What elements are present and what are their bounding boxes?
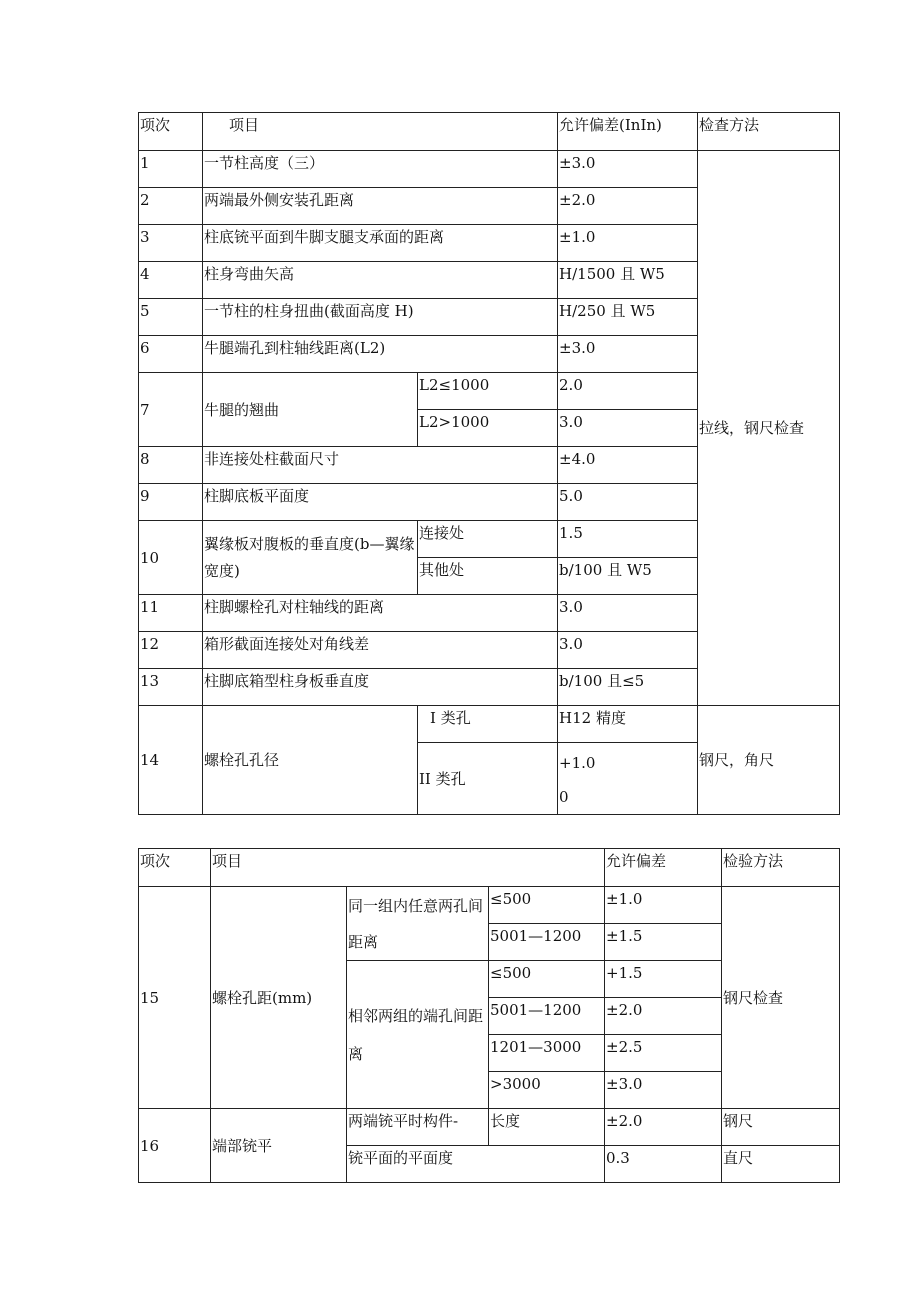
row-no: 12 [139,632,203,669]
header-tolerance: 允许偏差 [605,849,722,887]
tolerance: ±2.0 [605,1109,722,1146]
row-subitem: 其他处 [418,558,558,595]
row-tolerance: 5.0 [558,484,698,521]
range: 5001—1200 [489,998,605,1035]
row-tolerance: ±3.0 [558,336,698,373]
row-item: 箱形截面连接处对角线差 [203,632,558,669]
header-method: 检查方法 [698,113,840,151]
tolerance: 0.3 [605,1146,722,1183]
row-subitem: L2≤1000 [418,373,558,410]
row-tolerance: ±3.0 [558,151,698,188]
row-tolerance: 3.0 [558,410,698,447]
tolerance: +1.5 [605,961,722,998]
row-subitem: II 类孔 [418,743,558,815]
row-no: 10 [139,521,203,595]
tolerance: ±2.0 [605,998,722,1035]
header-method: 检验方法 [722,849,840,887]
subitem-2: 铳平面的平面度 [347,1146,605,1183]
row-no: 2 [139,188,203,225]
row-item: 柱底铳平面到牛脚支腿支承面的距离 [203,225,558,262]
tolerance-table-2 [138,848,840,1183]
method-14: 钢尺，角尺 [698,706,840,815]
row-tolerance: H/1500 且 W5 [558,262,698,299]
group-same: 同一组内任意两孔间距离 [347,887,489,961]
header-tolerance: 允许偏差(InIn) [558,113,698,151]
range: >3000 [489,1072,605,1109]
row-no: 9 [139,484,203,521]
row-subitem: 连接处 [418,521,558,558]
row-item: 牛腿端孔到柱轴线距离(L2) [203,336,558,373]
row-item: 柱脚底箱型柱身板垂直度 [203,669,558,706]
row-no: 8 [139,447,203,484]
row-item: 一节柱的柱身扭曲(截面高度 H) [203,299,558,336]
tolerance-minus: 0 [559,788,569,806]
row-no: 3 [139,225,203,262]
row-item: 柱脚螺栓孔对柱轴线的距离 [203,595,558,632]
row-item: 螺栓孔距(mm) [211,887,347,1109]
subitem-1: 两端铳平时构件- [347,1109,489,1146]
method: 直尺 [722,1146,840,1183]
row-no: 14 [139,706,203,815]
row-no: 7 [139,373,203,447]
range: 5001—1200 [489,924,605,961]
row-item: 非连接处柱截面尺寸 [203,447,558,484]
row-tolerance: ±1.0 [558,225,698,262]
row-no: 4 [139,262,203,299]
row-no: 16 [139,1109,211,1183]
header-no: 项次 [139,113,203,151]
row-item: 牛腿的翘曲 [203,373,418,447]
method-main: 拉线，钢尺检查 [698,151,840,706]
row-no: 6 [139,336,203,373]
row-tolerance: H/250 且 W5 [558,299,698,336]
header-item: 项目 [203,113,558,151]
row-tolerance: 2.0 [558,373,698,410]
row-tolerance: 1.5 [558,521,698,558]
row-subitem: I 类孔 [418,706,558,743]
row-no: 13 [139,669,203,706]
range: ≤500 [489,887,605,924]
tolerance-plus: +1.0 [559,754,596,772]
row-tolerance: b/100 且 W5 [558,558,698,595]
row-tolerance: b/100 且≤5 [558,669,698,706]
row-tolerance: ±4.0 [558,447,698,484]
row-item: 柱身弯曲矢高 [203,262,558,299]
row-tolerance: H12 精度 [558,706,698,743]
row-tolerance: 3.0 [558,632,698,669]
method: 钢尺 [722,1109,840,1146]
row-tolerance: 3.0 [558,595,698,632]
group-adjacent: 相邻两组的端孔间距离 [347,961,489,1109]
subitem-1-length: 长度 [489,1109,605,1146]
range: ≤500 [489,961,605,998]
row-item: 一节柱高度（三） [203,151,558,188]
row-item: 螺栓孔孔径 [203,706,418,815]
range: 1201—3000 [489,1035,605,1072]
row-item: 柱脚底板平面度 [203,484,558,521]
row-no: 5 [139,299,203,336]
row-item: 端部铳平 [211,1109,347,1183]
row-item: 翼缘板对腹板的垂直度(b—翼缘宽度) [203,521,418,595]
row-item: 两端最外侧安装孔距离 [203,188,558,225]
row-no: 11 [139,595,203,632]
row-tolerance: ±2.0 [558,188,698,225]
tolerance: ±2.5 [605,1035,722,1072]
row-no: 1 [139,151,203,188]
header-no: 项次 [139,849,211,887]
tolerance: ±3.0 [605,1072,722,1109]
row-tolerance-14b [558,743,698,815]
tolerance-table-1 [138,112,840,815]
row-no: 15 [139,887,211,1109]
row-subitem: L2>1000 [418,410,558,447]
tolerance: ±1.0 [605,887,722,924]
header-item: 项目 [211,849,605,887]
tolerance: ±1.5 [605,924,722,961]
method-15: 钢尺检查 [722,887,840,1109]
